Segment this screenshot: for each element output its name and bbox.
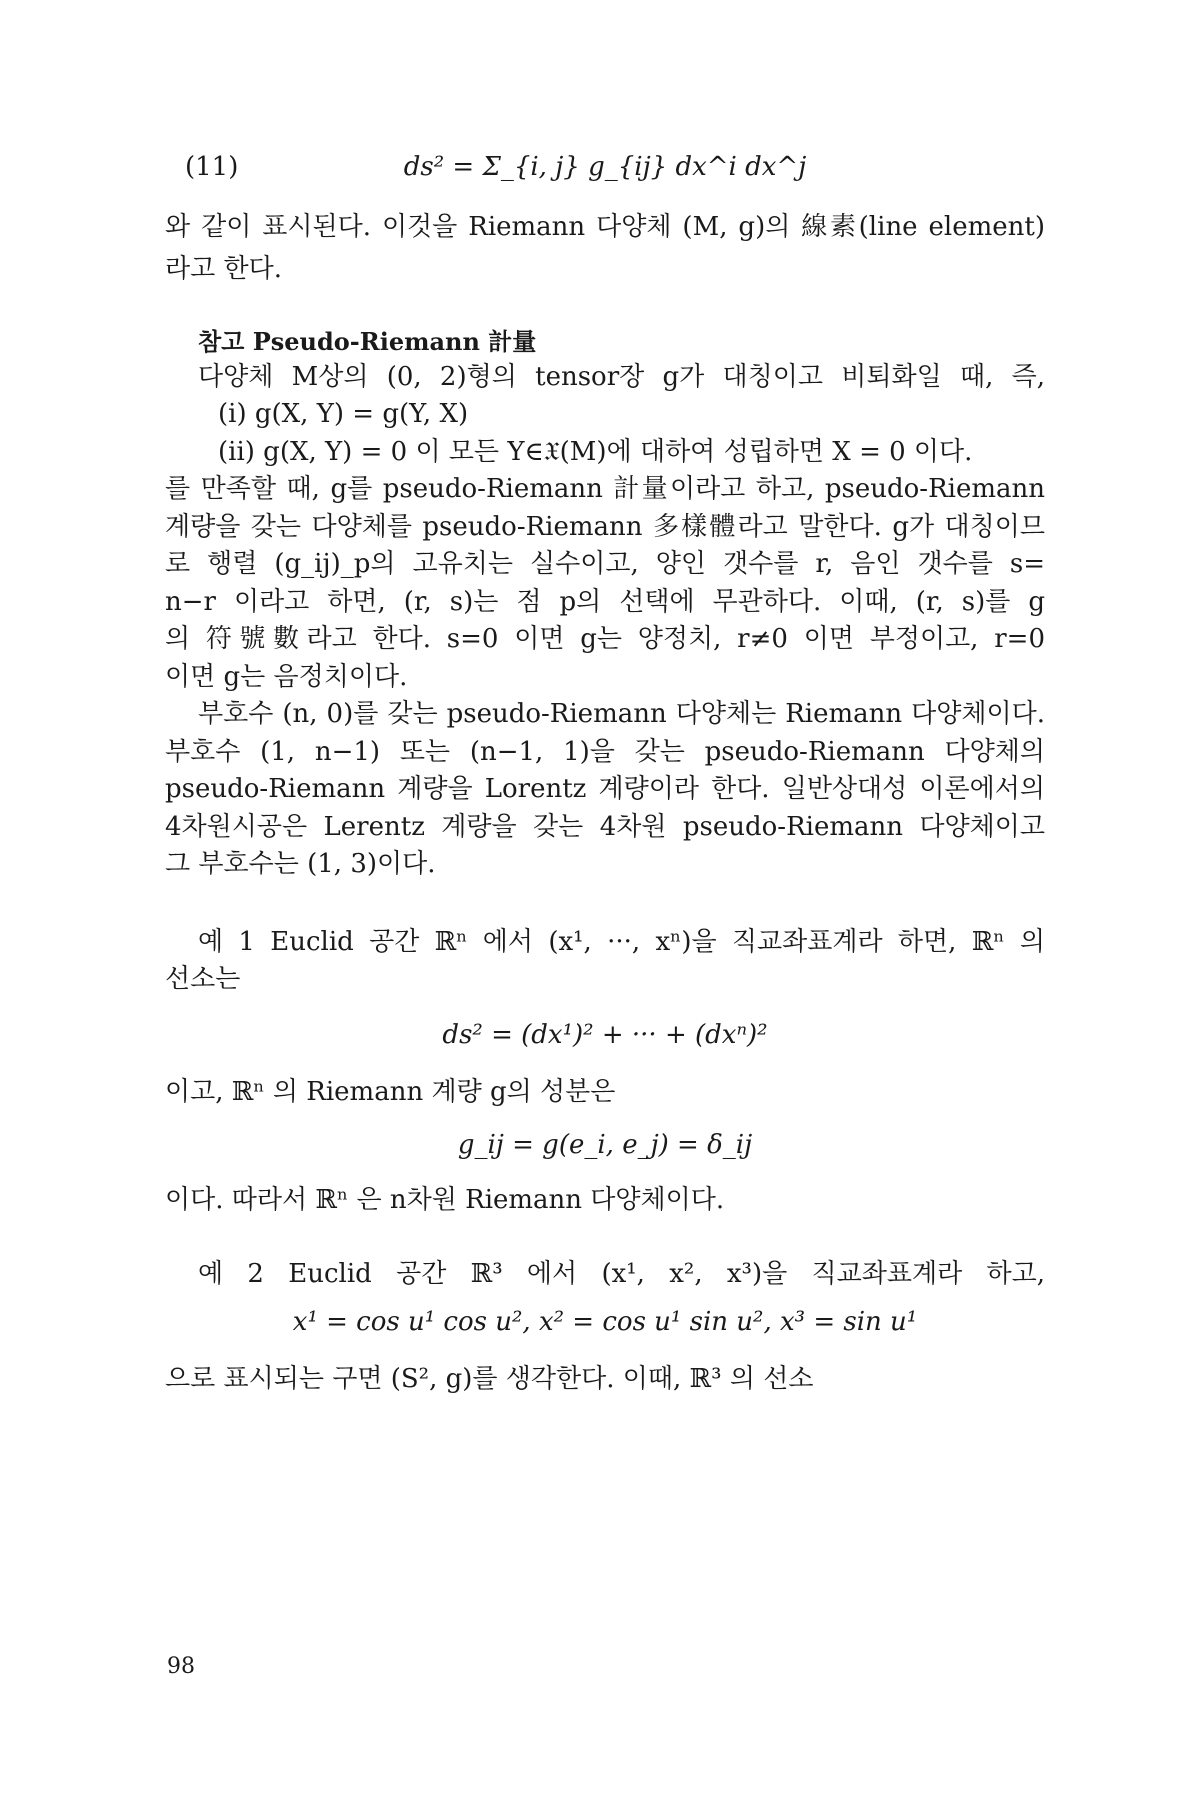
example-1-line: 예 1 Euclid 공간 ℝⁿ 에서 (x¹, ···, xⁿ)을 직교좌표계라 하면, ℝⁿ 의 [198, 927, 1045, 957]
text-line: n−r 이라고 하면, (r, s)는 점 p의 선택에 무관하다. 이때, (r, s)를 g [165, 587, 1045, 617]
equation-metric-components: g_ij = g(e_i, e_j) = δ_ij [457, 1130, 753, 1160]
text-line: 다양체 M상의 (0, 2)형의 tensor장 g가 대칭이고 비퇴화일 때, 즉, [198, 362, 1045, 392]
note-heading: 참고 Pseudo-Riemann 計量 [198, 327, 537, 356]
text-line: 계량을 갖는 다양체를 pseudo-Riemann 多樣體라고 말한다. g가 대칭이므 [165, 512, 1045, 542]
equation-number: (11) [185, 152, 239, 182]
text-line: 그 부호수는 (1, 3)이다. [165, 849, 436, 879]
equation-euclid-line-element: ds² = (dx¹)² + ··· + (dxⁿ)² [442, 1020, 768, 1050]
text-line: 이고, ℝⁿ 의 Riemann 계량 g의 성분은 [165, 1077, 616, 1107]
condition-i: (i) g(X, Y) = g(Y, X) [218, 399, 469, 429]
condition-ii: (ii) g(X, Y) = 0 이 모든 Y∈𝔛(M)에 대하여 성립하면 X = 0 이다. [218, 437, 973, 467]
page-number: 98 [167, 1654, 195, 1679]
equation-line-element: ds² = Σ_{i, j} g_{ij} dx^i dx^j [403, 152, 807, 182]
text-line: 이면 g는 음정치이다. [165, 662, 408, 692]
text-line: 선소는 [165, 964, 241, 994]
text-line: 으로 표시되는 구면 (S², g)를 생각한다. 이때, ℝ³ 의 선소 [165, 1364, 814, 1394]
text-line: 4차원시공은 Lerentz 계량을 갖는 4차원 pseudo-Riemann 다양체이고 [165, 812, 1045, 842]
text-line: 로 행렬 (g_ij)_p의 고유치는 실수이고, 양인 갯수를 r, 음인 갯수를 s= [165, 549, 1045, 579]
text-line: 의 符號數라고 한다. s=0 이면 g는 양정치, r≠0 이면 부정이고, r=0 [165, 624, 1045, 654]
text-line: 이다. 따라서 ℝⁿ 은 n차원 Riemann 다양체이다. [165, 1185, 725, 1215]
text-line: 부호수 (1, n−1) 또는 (n−1, 1)을 갖는 pseudo-Riemann 다양체의 [165, 737, 1045, 767]
text-line: pseudo-Riemann 계량을 Lorentz 계량이라 한다. 일반상대성 이론에서의 [165, 774, 1045, 804]
text-line: 와 같이 표시된다. 이것을 Riemann 다양체 (M, g)의 線素(line element) [165, 212, 1045, 242]
example-2-line: 예 2 Euclid 공간 ℝ³ 에서 (x¹, x², x³)을 직교좌표계라 하고, [198, 1259, 1045, 1289]
text-line: 부호수 (n, 0)를 갖는 pseudo-Riemann 다양체는 Riemann 다양체이다. [198, 699, 1045, 729]
text-line: 라고 한다. [165, 254, 282, 284]
text-line: 를 만족할 때, g를 pseudo-Riemann 計量이라고 하고, pseudo-Riemann [165, 474, 1045, 504]
equation-sphere-parametrization: x¹ = cos u¹ cos u², x² = cos u¹ sin u², x³ = sin u¹ [292, 1307, 918, 1337]
